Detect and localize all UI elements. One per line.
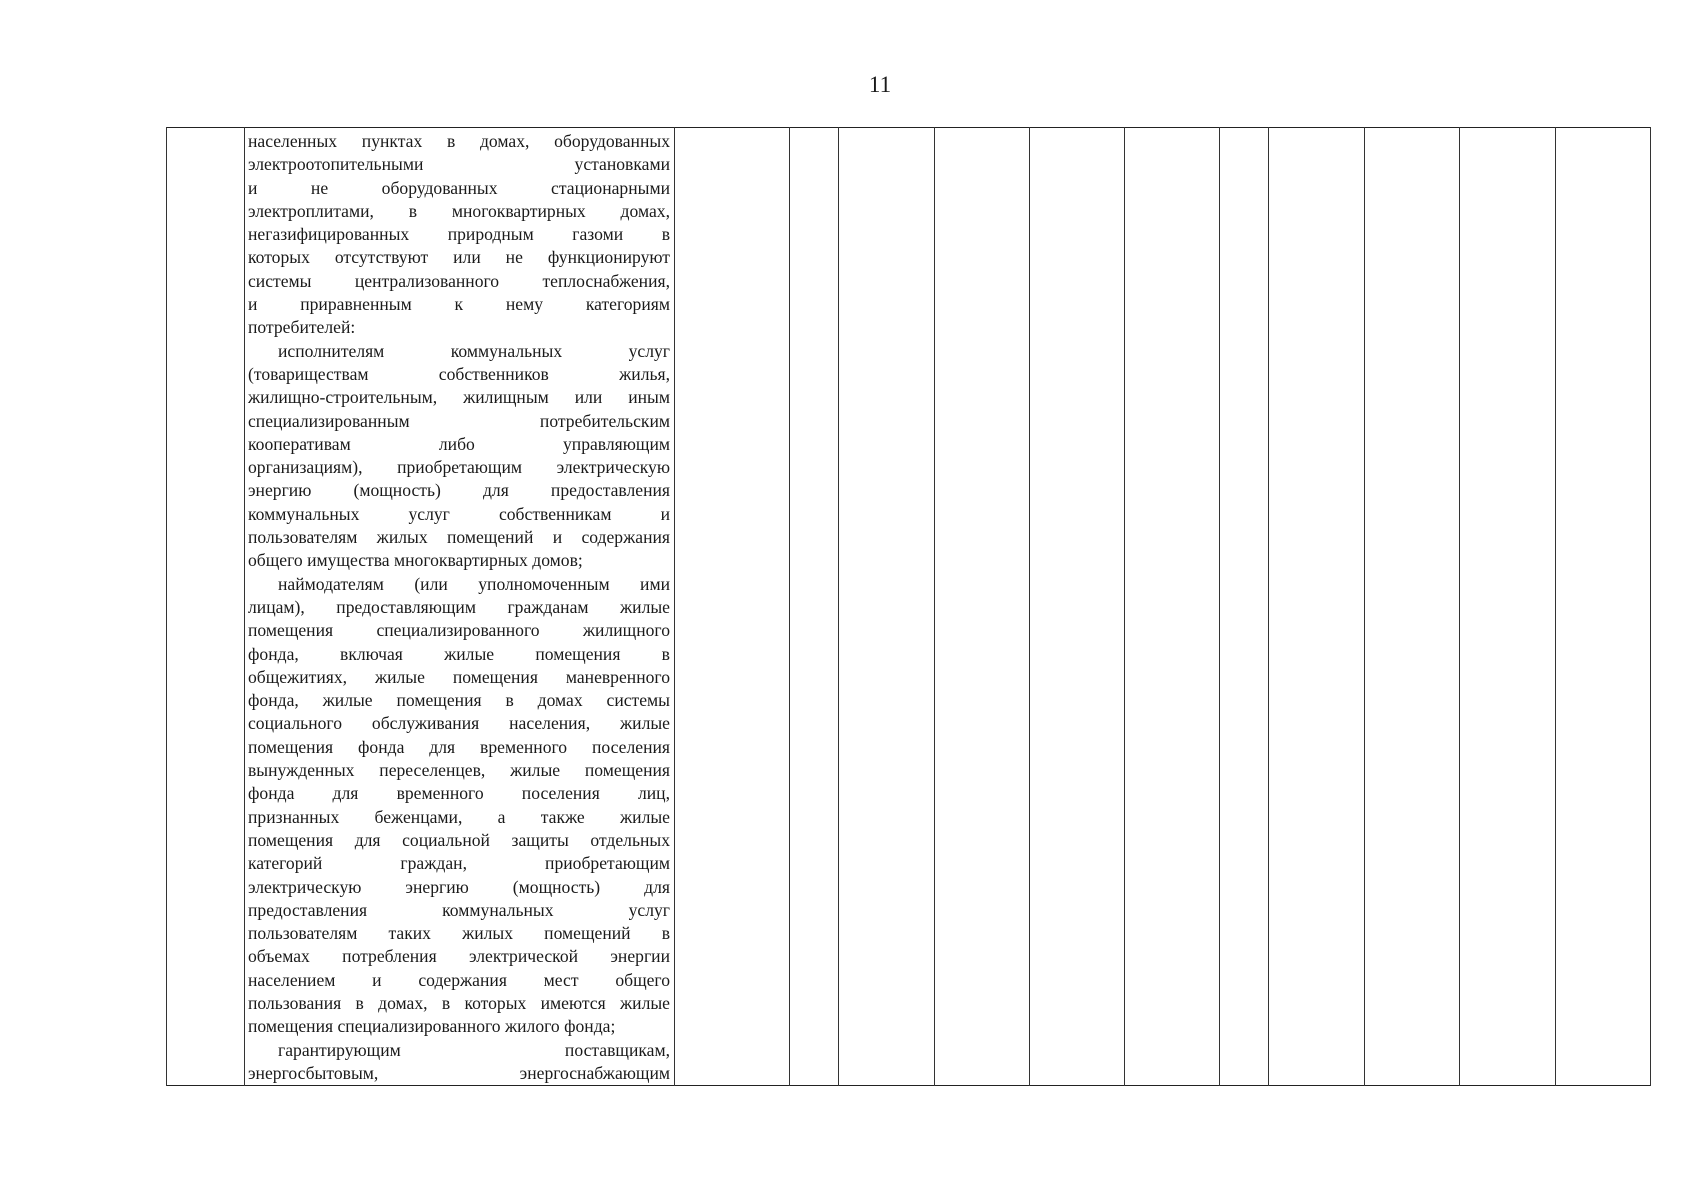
- table-cell: [935, 128, 1030, 1086]
- description-line: общежитиях, жилые помещения маневренного: [248, 666, 670, 687]
- description-line: энергосбытовым, энергоснабжающим: [248, 1062, 670, 1083]
- description-line: фонда, жилые помещения в домах системы: [248, 690, 670, 711]
- description-line: жилищно-строительным, жилищным или иным: [248, 387, 670, 408]
- description-line: негазифицированных природным газоми в: [248, 224, 670, 245]
- description-line: пользования в домах, в которых имеются жилые: [248, 992, 670, 1013]
- description-line: гарантирующим поставщикам,: [278, 1039, 670, 1060]
- table-cell-number: [167, 128, 245, 1086]
- table-cell: [1269, 128, 1365, 1086]
- description-line: и не оборудованных стационарными: [248, 177, 670, 198]
- table-row: [167, 128, 1651, 1086]
- description-line: электроотопительными установками: [248, 154, 670, 175]
- description-line: специализированным потребительским: [248, 410, 670, 431]
- description-line: населением и содержания мест общего: [248, 969, 670, 990]
- table-cell: [675, 128, 790, 1086]
- table-cell: [1365, 128, 1460, 1086]
- description-line: социального обслуживания населения, жилые: [248, 713, 670, 734]
- description-line: организациям), приобретающим электрическую: [248, 457, 670, 478]
- page-number: 11: [868, 72, 892, 97]
- description-line: наймодателям (или уполномоченным ими: [278, 573, 670, 594]
- table-cell: [839, 128, 935, 1086]
- description-line: вынужденных переселенцев, жилые помещения: [248, 760, 670, 781]
- description-line: которых отсутствуют или не функционируют: [248, 247, 670, 268]
- description-line: фонда, включая жилые помещения в: [248, 643, 670, 664]
- table-cell-description: [245, 128, 675, 1086]
- description-line: системы централизованного теплоснабжения,: [248, 270, 670, 291]
- description-line: общего имущества многоквартирных домов;: [248, 550, 583, 571]
- table-cell: [1125, 128, 1220, 1086]
- description-line: потребителей:: [248, 317, 356, 338]
- table-cell: [1556, 128, 1651, 1086]
- tariff-table: [166, 127, 1651, 1086]
- description-line: кооперативам либо управляющим: [248, 433, 670, 454]
- description-line: фонда для временного поселения лиц,: [248, 783, 670, 804]
- description-line: признанных беженцами, а также жилые: [248, 806, 670, 827]
- table-cell: [1030, 128, 1125, 1086]
- table-cell: [1220, 128, 1269, 1086]
- description-line: электрическую энергию (мощность) для: [248, 876, 670, 897]
- table-cell: [1460, 128, 1556, 1086]
- description-line: исполнителям коммунальных услуг: [278, 340, 670, 361]
- description-line: и приравненным к нему категориям: [248, 294, 670, 315]
- description-line: энергию (мощность) для предоставления: [248, 480, 670, 501]
- description-line: помещения специализированного жилищного: [248, 620, 670, 641]
- description-line: помещения для социальной защиты отдельных: [248, 829, 670, 850]
- description-line: объемах потребления электрической энергии: [248, 946, 670, 967]
- description-line: коммунальных услуг собственникам и: [248, 503, 670, 524]
- description-line: пользователям таких жилых помещений в: [248, 923, 670, 944]
- description-line: помещения специализированного жилого фонда;: [248, 1016, 616, 1037]
- table-cell: [790, 128, 839, 1086]
- description-line: категорий граждан, приобретающим: [248, 853, 670, 874]
- description-line: населенных пунктах в домах, оборудованных: [248, 131, 670, 151]
- description-text: [248, 130, 670, 1085]
- description-line: предоставления коммунальных услуг: [248, 899, 670, 920]
- description-line: пользователям жилых помещений и содержания: [248, 527, 670, 548]
- description-line: (товариществам собственников жилья,: [248, 363, 670, 384]
- description-line: помещения фонда для временного поселения: [248, 736, 670, 757]
- description-line: лицам), предоставляющим гражданам жилые: [248, 596, 670, 617]
- description-line: электроплитами, в многоквартирных домах,: [248, 200, 670, 221]
